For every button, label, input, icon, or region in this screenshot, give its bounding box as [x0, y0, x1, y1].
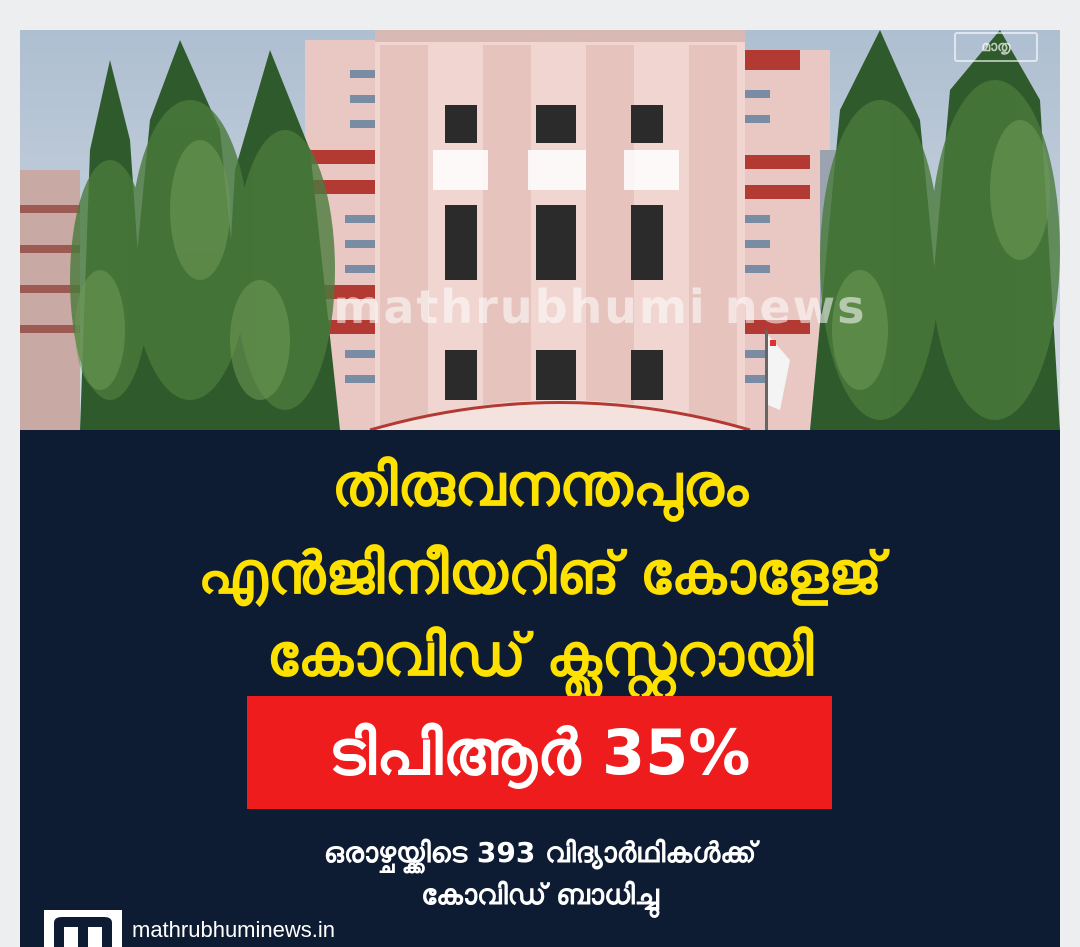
headline-line-3: കോവിഡ് ക്ലസ്റ്ററായി	[266, 621, 814, 689]
building-photo	[20, 30, 1060, 430]
subtext-line-1: ഒരാഴ്ചയ്ക്കിടെ 393 വിദ്യാർഥികൾക്ക്	[323, 836, 757, 869]
brand-footer	[44, 910, 335, 947]
corner-logo: മാതൃ	[954, 32, 1038, 62]
tpr-badge	[247, 696, 832, 809]
news-card	[20, 30, 1060, 947]
college-building-illustration	[20, 30, 1060, 430]
headline-line-2: എൻജിനീയറിങ് കോളേജ്	[197, 539, 883, 607]
mathrubhumi-logo-icon	[44, 910, 122, 947]
headline-line-1: തിരുവനന്തപുരം	[331, 451, 749, 519]
subtext-line-2: കോവിഡ് ബാധിച്ചു	[421, 878, 659, 911]
tpr-badge-text: ടിപിആർ 35%	[328, 715, 751, 789]
image-watermark: mathrubhumi news	[333, 280, 867, 334]
brand-url[interactable]: mathrubhuminews.in	[132, 917, 335, 942]
